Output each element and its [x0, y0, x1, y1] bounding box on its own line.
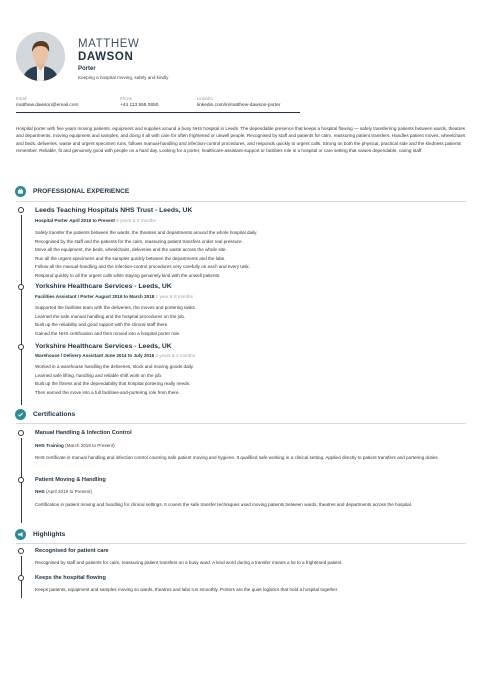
cert-org: NHS [35, 489, 45, 494]
timeline-dot [18, 575, 24, 581]
cert-org: NHS Training [35, 443, 64, 448]
list-item: Safely transfer the patients between the wards, the theatres and departments around the whole hospital daily. [35, 230, 258, 235]
timeline-dot [18, 284, 24, 290]
cert-meta-2 [35, 489, 92, 494]
contact-divider [16, 112, 300, 113]
job-duration: 2 years & 2 months [155, 353, 196, 358]
list-item: Gained the NHS certification and then moved into a hospital porter role. [35, 330, 181, 336]
email-label: Email [16, 96, 27, 101]
cert-dates: (March 2018 to Present) [65, 443, 115, 448]
cert-title-1: Manual Handling & Infection Control [35, 430, 132, 436]
list-item: Run all the urgent specimens and the samples quickly between the departments and the labs. [35, 255, 226, 261]
highlight-desc-2: Keeps patients, equipment and samples moving so wards, theatres and labs run smoothly. Porters are the quiet logistics that hold a hospital together. [35, 587, 339, 592]
job-title-2: Yorkshire Healthcare Services - Leeds, UK [35, 283, 172, 290]
job-bullets-3 [35, 363, 455, 397]
highlight-title-1: Recognised for patient care [35, 548, 109, 554]
list-item: Follow all the manual-handling and the infection-control procedures very carefully on each and every task. [35, 264, 251, 270]
job-role: Warehouse / Delivery Assistant [35, 353, 104, 358]
list-item: Supported the facilities team with the deliveries, the moves and portering tasks. [35, 305, 197, 310]
timeline-dot [18, 207, 24, 213]
highlight-title-2: Keeps the hospital flowing [35, 575, 106, 581]
timeline-dot [18, 477, 24, 483]
summary: Hospital porter with five years moving patients, equipment and supplies around a busy NHS hospital in Leeds. The dependable presence that keeps a hospital flowing — safely transferring patients between wards, theatres and departments, moving equipment and samples, and doing it all with care for often frightened or unwell people. Recognised by staff and patients for calm, reassuring patient transfers. Handles patient moves, wheelchairs and beds, deliveries, waste and urgent specimen runs, follows manual-handling and infection-control procedures, and responds quickly to urgent calls. Strong on both the physical, practical side and the kindness patients remember. Reliable, fit and genuinely good with people on a hard day. Looking for a porter, healthcare-assistant-support or facilities role in a hospital or care setting that values dependable, caring staff. [16, 126, 466, 154]
job-role: Hospital Porter [35, 218, 68, 223]
list-item: Then earned the move into a full facilities-and-portering role from there. [35, 389, 180, 395]
contact-phone [120, 96, 158, 108]
timeline-dot [18, 344, 24, 350]
job-dates: April 2018 to Present [69, 218, 115, 223]
badge-check-icon [15, 409, 26, 420]
job-meta-2 [35, 294, 193, 299]
job-duration: 8 years & 5 months [116, 218, 156, 223]
list-item: Worked in a warehouse handling the deliveries, stock and moving goods daily. [35, 364, 194, 369]
list-item: Built up the reliability and good rapport with the clinical staff there. [35, 322, 169, 328]
cert-desc-2: Certification in patient moving and handling for clinical settings. It covers the safe transfer techniques used moving patients between wards, theatres and departments across the hospital. [35, 502, 413, 507]
cert-title-2: Patient Moving & Handling [35, 477, 106, 483]
list-item: Respond quickly to all the urgent calls while staying genuinely kind with the unwell patients. [35, 272, 221, 278]
job-bullets-2 [35, 304, 455, 338]
phone-label: Phone [120, 96, 133, 101]
timeline-dot [18, 548, 24, 554]
job-title-3: Yorkshire Healthcare Services - Leeds, UK [35, 343, 172, 350]
last-name: DAWSON [78, 51, 134, 63]
section-divider [16, 201, 466, 202]
phone-value: +44 113 555 0650 [120, 103, 159, 108]
profile-photo [16, 32, 65, 81]
briefcase-icon [15, 186, 26, 197]
job-duration: 1 year & 8 months [155, 294, 193, 299]
job-title-1: Leeds Teaching Hospitals NHS Trust - Leeds, UK [35, 207, 193, 214]
job-dates: August 2016 to March 2018 [95, 294, 155, 299]
job-role: Facilities Assistant / Porter [35, 294, 94, 299]
tagline: Keeping a hospital moving, safely and kindly [78, 75, 169, 80]
cert-desc-1: NHS certificate in manual handling and infection control covering safe patient moving and hygiene. It qualified safe working in a clinical setting. Applied directly to patient transfers and portering duties. [35, 455, 439, 460]
list-item: Learned safe lifting, handling and reliable shift work on the job. [35, 372, 163, 378]
job-meta-3 [35, 353, 195, 358]
section-title-certifications: Certifications [33, 411, 76, 418]
linkedin-label: LinkedIn [197, 96, 213, 101]
linkedin-link[interactable]: linkedin.com/in/matthew-dawson-porter [197, 103, 281, 108]
cert-dates: (April 2019 to Present) [45, 489, 92, 494]
timeline-line [21, 215, 22, 405]
list-item: Move all the equipment, the beds, wheelchairs, deliveries and the waste across the whole site. [35, 247, 227, 253]
megaphone-icon [15, 529, 26, 540]
job-title: Porter [78, 66, 96, 72]
highlight-desc-1: Recognised by staff and patients for calm, reassuring patient transfers on a busy ward. A kind word during a transfer means a lot to a frightened patient. [35, 560, 343, 565]
contact-email [16, 96, 78, 108]
job-dates: June 2014 to July 2016 [104, 353, 155, 358]
section-divider [16, 423, 466, 424]
list-item: Recognised by the staff and the patients for the calm, reassuring patient transfers under real pressure. [35, 238, 243, 244]
contact-linkedin [197, 96, 280, 108]
job-meta-1 [35, 218, 156, 223]
section-title-experience: PROFESSIONAL EXPERIENCE [33, 188, 130, 195]
job-bullets-1 [35, 229, 455, 281]
first-name: MATTHEW [78, 38, 140, 50]
cert-meta-1 [35, 443, 115, 448]
list-item: Built up the fitness and the dependability that hospital portering really needs. [35, 381, 191, 387]
section-divider [16, 543, 466, 544]
email-link[interactable]: matthew.dawson@email.com [16, 103, 79, 108]
list-item: Learned the safe manual handling and the hospital procedures on the job. [35, 313, 186, 319]
timeline-dot [18, 430, 24, 436]
section-title-highlights: Highlights [33, 531, 66, 538]
